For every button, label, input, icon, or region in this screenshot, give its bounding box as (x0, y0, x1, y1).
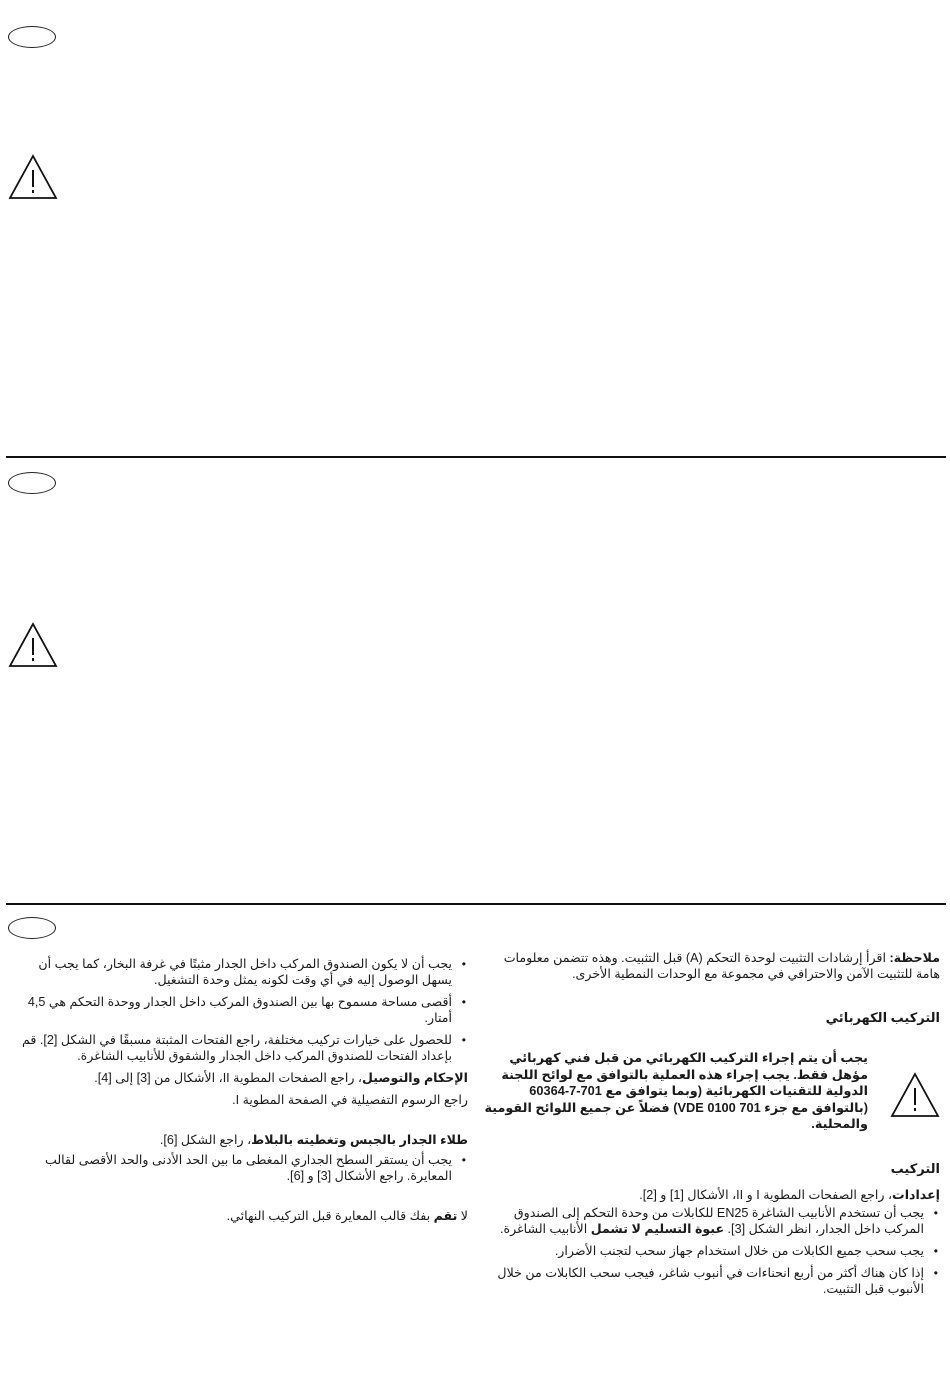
language-oval-icon (8, 917, 56, 939)
installation-heading: التركيب (890, 1160, 940, 1176)
sealing-paragraph (8, 1070, 468, 1086)
list-item: • يجب أن لا يكون الصندوق المركب داخل الجدار مثبتًا في غرفة البخار، كما يجب أن يسهل الوصول إليه في أي وقت لكونه يمثل وحدة التشغيل. (8, 956, 468, 988)
detail-paragraph: راجع الرسوم التفصيلية في الصفحة المطوية I. (232, 1093, 468, 1107)
warning-triangle-icon (8, 154, 58, 200)
list-item: • يجب سحب جميع الكابلات من خلال استخدام جهاز سحب لتجنب الأضرار. (478, 1243, 940, 1259)
language-oval-icon (8, 26, 56, 48)
bullet-bold-text: عبوة التسليم لا تشمل (590, 1221, 725, 1236)
note-text: اقرأ إرشادات التثبيت لوحدة التحكم (A) قبل التثبيت. وهذه تتضمن معلومات هامة للتثبيت الآمن والاحترافي في مجموعة مع الوحدات النمطية الأخرى. (503, 951, 940, 981)
installation-bullet-list (478, 1205, 940, 1297)
requirements-bullet-list (8, 956, 468, 1064)
warning-triangle-icon (8, 622, 58, 668)
language-oval-icon (8, 472, 56, 494)
final-text: بفك قالب المعايرة قبل التركيب النهائي. (226, 1209, 434, 1223)
bullet-text: يجب أن تستخدم الأنابيب الشاغرة EN25 للكابلات من وحدة التحكم إلى الصندوق المركب داخل الجدار، انظر الشكل [3]. (513, 1205, 924, 1236)
final-text: لا (457, 1209, 468, 1223)
final-bold-text: تقم (433, 1209, 458, 1223)
list-item: • يجب أن يستقر السطح الجداري المغطى ما بين الحد الأدنى والحد الأقصى لقالب المعايرة. راجع الأشكال [3] و [6]. (8, 1152, 468, 1184)
list-item: • إذا كان هناك أكثر من أربع انحناءات في أنبوب شاغر، فيجب سحب الكابلات من خلال الأنبوب قبل التثبيت. (478, 1265, 940, 1297)
plaster-paragraph (8, 1132, 468, 1148)
preparations-text: ، راجع الصفحات المطوية I و II، الأشكال [1] و [2]. (639, 1187, 893, 1202)
electrical-warning-text: يجب أن يتم إجراء التركيب الكهربائي من قبل فني كهربائي مؤهل فقط. يجب إجراء هذه العملية بالتوافق مع لوائح اللجنة الدولية للتقنيات الكهربائية (وبما يتوافق مع 701-7-60364 (بالتوافق مع جزء 701 VDE 0100) فضلاً عن جميع اللوائح القومية والمحلية. (484, 1050, 868, 1131)
electrical-heading: التركيب الكهربائي (825, 1010, 940, 1025)
preparations-paragraph (478, 1187, 940, 1203)
bullet-text: الأنابيب الشاغرة. (499, 1221, 591, 1236)
section-divider (6, 903, 946, 905)
sealing-text: ، راجع الصفحات المطوية II، الأشكال من [3] إلى [4]. (94, 1071, 362, 1085)
final-note (8, 1208, 468, 1224)
right-column (478, 950, 940, 1297)
note-paragraph (478, 950, 940, 982)
list-item: • أقصى مساحة مسموح بها بين الصندوق المركب داخل الجدار ووحدة التحكم هي 4,5 أمتار. (8, 994, 468, 1026)
list-item (478, 1205, 940, 1237)
electrical-warning-block (478, 1050, 940, 1133)
note-label: ملاحظة: (889, 951, 940, 965)
sealing-label: الإحكام والتوصيل (361, 1071, 468, 1085)
plaster-text: ، راجع الشكل [6]. (159, 1133, 252, 1147)
preparations-label: إعدادات (892, 1187, 940, 1202)
warning-triangle-icon (890, 1072, 940, 1118)
plaster-label: طلاء الجدار بالجبس وتغطيته بالبلاط (251, 1133, 468, 1147)
list-item: • للحصول على خيارات تركيب مختلفة، راجع الفتحات المثبتة مسبقًا في الشكل [2]. قم بإعداد الفتحات للصندوق المركب داخل الجدار والشقوق للأنابيب الشاغرة. (8, 1032, 468, 1064)
plaster-bullet-list (8, 1152, 468, 1184)
left-column (8, 956, 468, 1224)
section-divider (6, 456, 946, 458)
